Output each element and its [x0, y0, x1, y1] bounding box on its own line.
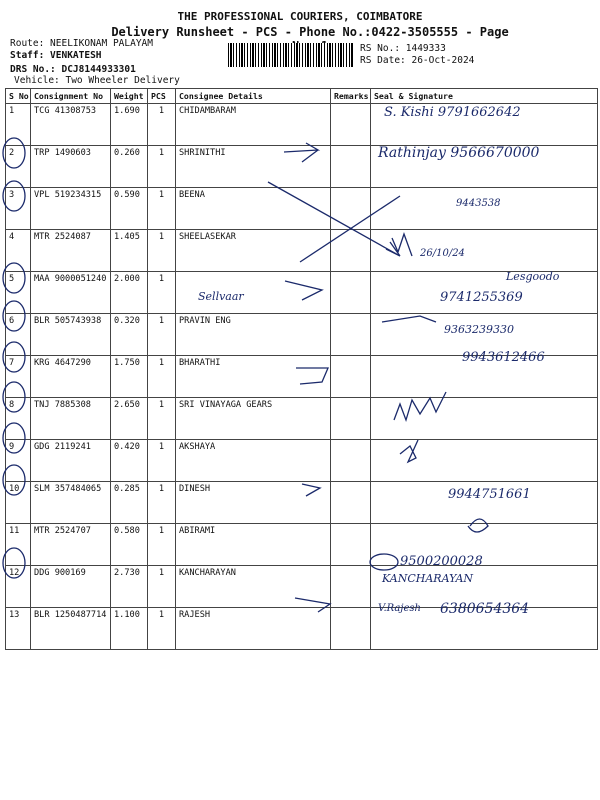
row-weight: 0.420 [111, 440, 148, 482]
signature-scribble [468, 519, 488, 532]
handwritten-note-5: Lesgoodo [506, 270, 560, 283]
row-circle-mark [3, 465, 25, 495]
col-header-weight: Weight [111, 89, 148, 104]
row-weight: 0.580 [111, 524, 148, 566]
col-header-signature: Seal & Signature [371, 89, 598, 104]
row-weight: 1.405 [111, 230, 148, 272]
row-sno: 6 [6, 314, 31, 356]
row-sno: 4 [6, 230, 31, 272]
row-pcs: 1 [148, 230, 176, 272]
handwritten-phone-10: 9944751661 [448, 487, 531, 502]
row-pcs: 1 [148, 524, 176, 566]
row-weight: 0.285 [111, 482, 148, 524]
handwritten-phone-5: 9741255369 [440, 290, 523, 305]
row-consignment: DDG 900169 [31, 566, 111, 608]
rs-number: RS No.: 1449333 [360, 43, 446, 54]
row-pcs: 1 [148, 104, 176, 146]
col-header-remarks: Remarks [331, 89, 371, 104]
col-header-pcs: PCS [148, 89, 176, 104]
row-circle-mark [3, 423, 25, 453]
row-consignment: TRP 1490603 [31, 146, 111, 188]
row-circle-mark [3, 342, 25, 372]
row-weight: 0.320 [111, 314, 148, 356]
cross-arrow-mark [300, 196, 400, 262]
row-consignment: TNJ 7885308 [31, 398, 111, 440]
row-circle-mark [3, 263, 25, 293]
stamp-mark [370, 554, 398, 570]
row-pcs: 1 [148, 608, 176, 650]
row-sno: 8 [6, 398, 31, 440]
handwritten-signature-1: S. Kishi 9791662642 [384, 105, 521, 120]
arrow-mark [285, 281, 322, 300]
handwritten-phone-13: 6380654364 [440, 601, 530, 617]
handwritten-phone-6: 9363239330 [444, 323, 514, 336]
row-consignee: CHIDAMBARAM [176, 104, 331, 146]
signature-scribble [394, 392, 446, 420]
runsheet-subtitle: Delivery Runsheet - PCS - Phone No.:0422-3505555 - Page [111, 25, 509, 39]
row-pcs: 1 [148, 398, 176, 440]
row-sno: 10 [6, 482, 31, 524]
handwritten-name-5: Sellvaar [198, 290, 244, 303]
row-consignee: BHARATHI [176, 356, 331, 398]
staff-label: Staff: VENKATESH [10, 50, 102, 61]
row-consignee: SRI VINAYAGA GEARS [176, 398, 331, 440]
row-consignee: RAJESH [176, 608, 331, 650]
handwritten-phone-12: 9500200028 [400, 554, 483, 569]
row-weight: 0.590 [111, 188, 148, 230]
arrow-mark [284, 143, 318, 162]
row-sno: 1 [6, 104, 31, 146]
row-consignment: VPL 519234315 [31, 188, 111, 230]
arrow-mark [296, 368, 328, 384]
arrow-mark [302, 484, 320, 496]
row-consignment: GDG 2119241 [31, 440, 111, 482]
row-consignee: PRAVIN ENG [176, 314, 331, 356]
row-weight: 1.750 [111, 356, 148, 398]
col-header-consignment: Consignment No [31, 89, 111, 104]
row-consignment: SLM 357484065 [31, 482, 111, 524]
row-weight: 1.100 [111, 608, 148, 650]
row-weight: 1.690 [111, 104, 148, 146]
row-consignment: TCG 41308753 [31, 104, 111, 146]
row-sno: 9 [6, 440, 31, 482]
row-weight: 2.650 [111, 398, 148, 440]
handwritten-phone-3: 9443538 [456, 198, 501, 209]
row-pcs: 1 [148, 314, 176, 356]
row-consignee: KANCHARAYAN [176, 566, 331, 608]
row-circle-mark [3, 301, 25, 331]
handwritten-name-12: KANCHARAYAN [382, 572, 474, 585]
rs-date: RS Date: 26-Oct-2024 [360, 55, 475, 66]
row-sno: 7 [6, 356, 31, 398]
row-consignment: MTR 2524087 [31, 230, 111, 272]
handwritten-date-4: 26/10/24 [420, 248, 465, 259]
col-header-consignee: Consignee Details [176, 89, 331, 104]
row-consignment: MAA 9000051240 [31, 272, 111, 314]
row-consignee: SHEELASEKAR [176, 230, 331, 272]
row-pcs: 1 [148, 146, 176, 188]
row-consignment: KRG 4647290 [31, 356, 111, 398]
company-title: THE PROFESSIONAL COURIERS, COIMBATORE [177, 10, 423, 23]
row-consignee: AKSHAYA [176, 440, 331, 482]
row-sno: 13 [6, 608, 31, 650]
row-pcs: 1 [148, 356, 176, 398]
drs-number: DRS No.: DCJ8144933301 [10, 64, 136, 75]
row-circle-mark [3, 138, 25, 168]
row-pcs: 1 [148, 272, 176, 314]
row-circle-mark [3, 181, 25, 211]
row-pcs: 1 [148, 440, 176, 482]
signature-scribble [400, 440, 418, 462]
row-weight: 2.000 [111, 272, 148, 314]
handwritten-name-13: V.Rajesh [378, 603, 421, 614]
handwritten-phone-7: 9943612466 [462, 350, 545, 365]
vehicle-label: Vehicle: Two Wheeler Delivery [14, 75, 180, 86]
row-sno: 2 [6, 146, 31, 188]
row-sno: 5 [6, 272, 31, 314]
row-sno: 11 [6, 524, 31, 566]
row-consignment: MTR 2524707 [31, 524, 111, 566]
row-circle-mark [3, 548, 25, 578]
row-weight: 0.260 [111, 146, 148, 188]
row-pcs: 1 [148, 566, 176, 608]
row-sno: 3 [6, 188, 31, 230]
arrow-mark [295, 598, 330, 612]
row-consignee: DINESH [176, 482, 331, 524]
row-weight: 2.730 [111, 566, 148, 608]
row-pcs: 1 [148, 482, 176, 524]
row-consignee: SHRINITHI [176, 146, 331, 188]
row-consignment: BLR 1250487714 [31, 608, 111, 650]
row-consignee: BEENA [176, 188, 331, 230]
signature-scribble [382, 316, 436, 322]
row-sno: 12 [6, 566, 31, 608]
cross-arrow-mark [268, 182, 400, 256]
col-header-sno: S No [6, 89, 31, 104]
row-consignment: BLR 505743938 [31, 314, 111, 356]
row-circle-mark [3, 382, 25, 412]
row-pcs: 1 [148, 188, 176, 230]
row-consignee: ABIRAMI [176, 524, 331, 566]
handwritten-signature-2: Rathinjay 9566670000 [378, 145, 540, 161]
route-label: Route: NEELIKONAM PALAYAM [10, 38, 153, 49]
